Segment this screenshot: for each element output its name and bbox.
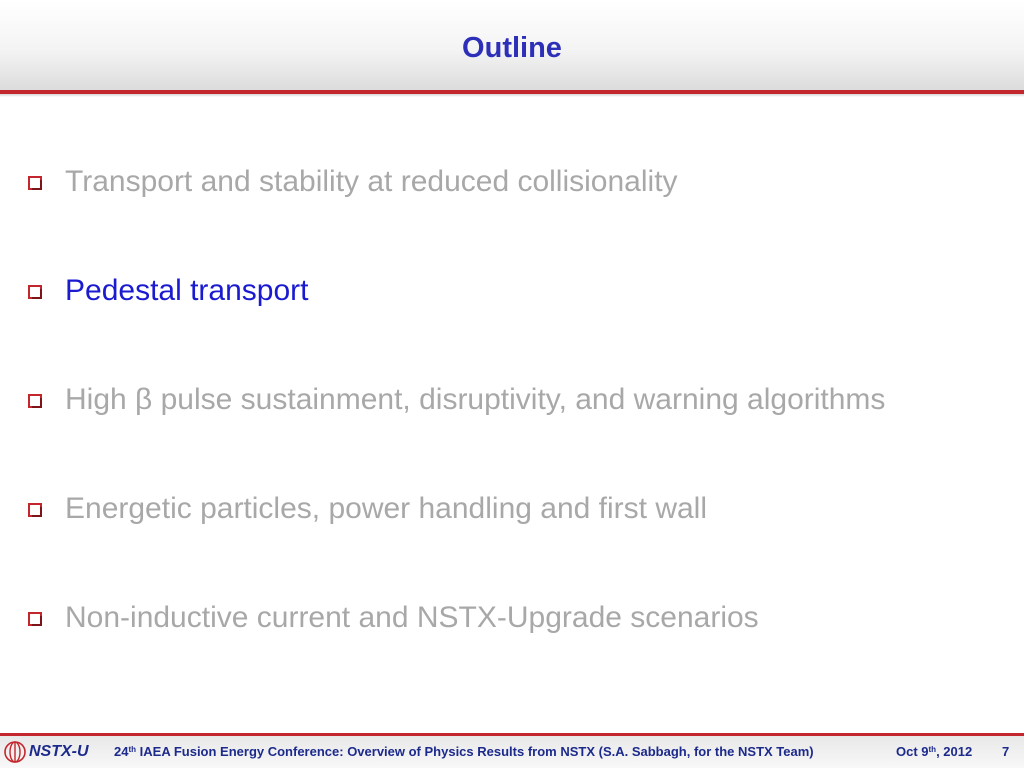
footer <box>0 736 1024 768</box>
square-bullet-icon <box>28 285 42 299</box>
conference-text: IAEA Fusion Energy Conference: Overview of Physics Results from NSTX (S.A. Sabbagh, for the NSTX Team) <box>136 744 814 759</box>
nstx-logo-icon <box>4 741 26 763</box>
square-bullet-icon <box>28 612 42 626</box>
footer-logo <box>4 741 89 763</box>
square-bullet-icon <box>28 394 42 408</box>
date-prefix: Oct 9 <box>896 744 929 759</box>
square-bullet-icon <box>28 176 42 190</box>
footer-conference <box>114 744 814 760</box>
outline-item-label: Pedestal transport <box>65 274 309 307</box>
conference-ordinal-suffix: th <box>128 745 137 754</box>
outline-item-label: Non-inductive current and NSTX-Upgrade scenarios <box>65 601 759 634</box>
outline-item-label: High β pulse sustainment, disruptivity, and warning algorithms <box>65 383 886 416</box>
date-suffix: th <box>928 745 937 754</box>
logo-text: NSTX-U <box>29 743 89 760</box>
outline-item-label: Transport and stability at reduced collisionality <box>65 165 678 198</box>
date-year: , 2012 <box>936 744 973 759</box>
square-bullet-icon <box>28 503 42 517</box>
footer-date <box>896 744 972 760</box>
conference-ordinal: 24 <box>114 744 129 759</box>
slide-title: Outline <box>462 32 562 64</box>
page-number: 7 <box>1002 744 1010 759</box>
outline-item-label: Energetic particles, power handling and first wall <box>65 492 707 525</box>
